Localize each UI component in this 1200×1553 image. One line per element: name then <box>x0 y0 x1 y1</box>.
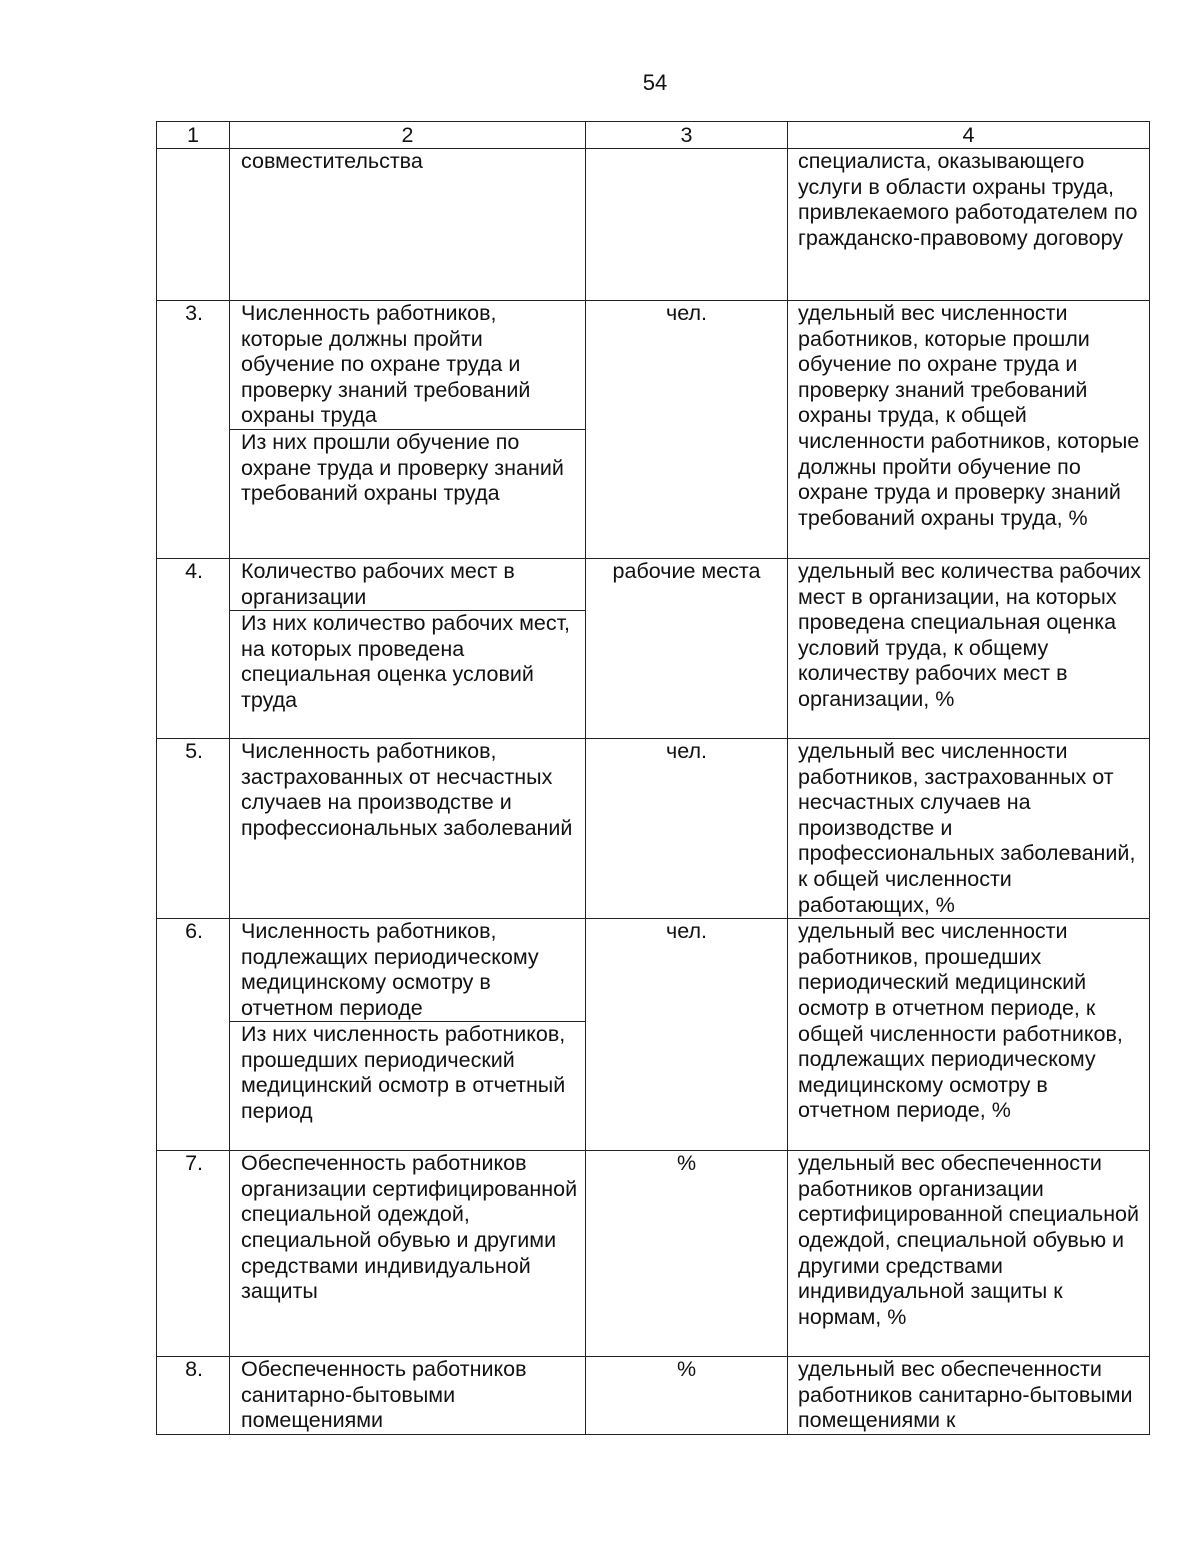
page-number: 54 <box>642 70 668 95</box>
unit: рабочие места <box>586 559 788 739</box>
indicator-formula: удельный вес количества рабочих мест в организации, на которых проведена специальная оценка условий труда, к общему количеству рабочих мест в организации, % <box>788 559 1150 739</box>
indicator-formula: удельный вес численности работников, застрахованных от несчастных случаев на производстве и профессиональных заболеваний, к общей численности работающих, % <box>788 739 1150 919</box>
header-col-2: 2 <box>230 122 586 149</box>
unit <box>586 149 788 301</box>
table-header-row <box>157 122 1150 149</box>
table-row <box>157 739 1150 919</box>
indicator-formula: удельный вес обеспеченности работников организации сертифицированной специальной одеждой, специальной обувью и другими средствами индивидуальной защиты к нормам, % <box>788 1151 1150 1357</box>
row-number: 7. <box>157 1151 230 1357</box>
unit: чел. <box>586 739 788 919</box>
row-number: 3. <box>157 301 230 559</box>
header-col-1: 1 <box>157 122 230 149</box>
table-row <box>157 301 1150 559</box>
header-col-4: 4 <box>788 122 1150 149</box>
indicator-subitem: Из них количество рабочих мест, на которых проведена специальная оценка условий труда <box>241 611 571 712</box>
indicator-name: Обеспеченность работников санитарно-бытовыми помещениями <box>230 1357 586 1435</box>
indicator-formula: удельный вес численности работников, прошедших периодический медицинский осмотр в отчетном периоде, к общей численности работников, подлежащих периодическому медицинскому осмотру в отчетном периоде, % <box>788 919 1150 1151</box>
table-row <box>157 149 1150 301</box>
row-number <box>157 149 230 301</box>
row-number: 6. <box>157 919 230 1151</box>
indicator-name: Численность работников, подлежащих периодическому медицинскому осмотру в отчетном периоде <box>230 919 585 1022</box>
indicator-formula: удельный вес численности работников, которые прошли обучение по охране труда и проверку знаний требований охраны труда, к общей численности работников, которые должны пройти обучение по охране труда и проверку знаний требований охраны труда, % <box>788 301 1150 559</box>
indicator-name: совместительства <box>230 149 586 301</box>
indicator-name: Количество рабочих мест в организации <box>230 559 585 611</box>
unit: % <box>586 1357 788 1435</box>
indicator-name-cell <box>230 559 586 739</box>
indicators-table <box>156 121 1150 1435</box>
row-number: 4. <box>157 559 230 739</box>
indicator-subitem: Из них прошли обучение по охране труда и проверку знаний требований охраны труда <box>241 430 564 506</box>
row-number: 5. <box>157 739 230 919</box>
unit: чел. <box>586 919 788 1151</box>
indicator-formula: удельный вес обеспеченности работников санитарно-бытовыми помещениями к <box>788 1357 1150 1435</box>
table-row <box>157 559 1150 739</box>
table-row <box>157 1151 1150 1357</box>
indicator-name: Обеспеченность работников организации сертифицированной специальной одеждой, специальной обувью и другими средствами индивидуальной защиты <box>230 1151 586 1357</box>
unit: % <box>586 1151 788 1357</box>
indicator-formula: специалиста, оказывающего услуги в области охраны труда, привлекаемого работодателем по гражданско-правовому договору <box>788 149 1150 301</box>
table-row <box>157 1357 1150 1435</box>
unit: чел. <box>586 301 788 559</box>
indicator-name: Численность работников, застрахованных от несчастных случаев на производстве и профессиональных заболеваний <box>230 739 586 919</box>
indicator-name: Численность работников, которые должны пройти обучение по охране труда и проверку знаний требований охраны труда <box>230 301 585 430</box>
row-number: 8. <box>157 1357 230 1435</box>
indicator-subitem: Из них численность работников, прошедших периодический медицинский осмотр в отчетный период <box>241 1022 566 1123</box>
indicator-name-cell <box>230 301 586 559</box>
indicator-name-cell <box>230 919 586 1151</box>
table-row <box>157 919 1150 1151</box>
header-col-3: 3 <box>586 122 788 149</box>
